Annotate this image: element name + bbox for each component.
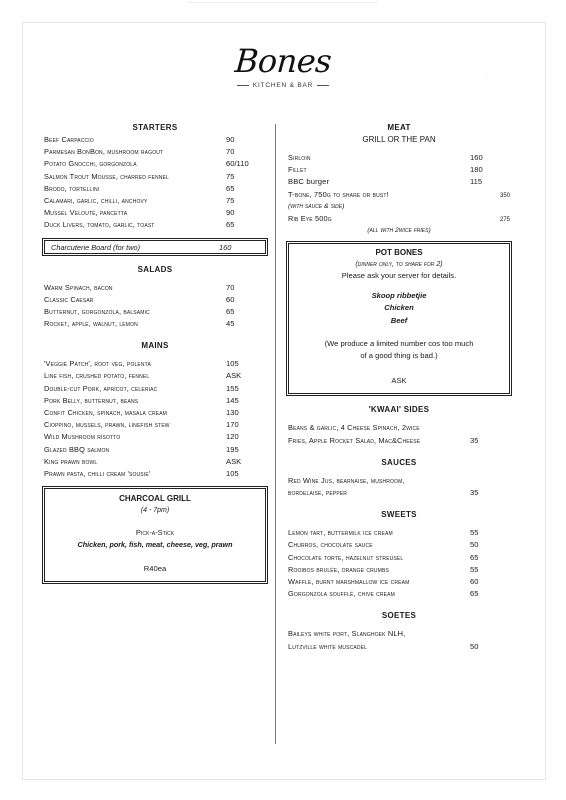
- item-price: 160: [470, 153, 483, 162]
- charcoal-grill-box: [44, 488, 266, 582]
- starters-list: [44, 134, 266, 232]
- charcuterie-box: [44, 240, 266, 254]
- item-name: T-bone, 750g to share or bust!: [288, 189, 389, 199]
- item-name: Rib Eye 500g: [288, 213, 332, 223]
- sides-text: Beans & garlic, 4 Cheese Spinach, 2wice: [288, 423, 420, 433]
- item-price: ASK: [226, 371, 242, 381]
- item-price: 55: [470, 528, 479, 538]
- menu-item: [44, 146, 266, 158]
- mains-list: [44, 358, 266, 480]
- sauces-line1: [288, 475, 510, 487]
- charcoal-time: (4 - 7pm): [140, 507, 170, 515]
- left-column: [44, 122, 266, 582]
- item-price: 75: [226, 195, 235, 205]
- pot-bones-ask-server: Please ask your server for details.: [341, 270, 457, 280]
- top-rule: [188, 2, 378, 3]
- speck-mark: ·: [485, 75, 488, 82]
- item-name: Parmesan BonBon, mushroom ragout: [44, 147, 164, 157]
- tbone-note: (with sauce & side): [288, 202, 345, 210]
- item-price: 65: [226, 220, 235, 230]
- charcuterie-price: 160: [219, 242, 232, 252]
- pot-bones-produce-line1: (We produce a limited number cos too much: [324, 339, 474, 349]
- sauces-text: Red Wine Jus, bearnaise, mushroom,: [288, 475, 405, 485]
- menu-item: [288, 552, 510, 564]
- item-name: Classic Caesar: [44, 294, 94, 304]
- menu-item: [44, 456, 266, 468]
- pot-bones-note: (dinner only, to share for 2): [355, 260, 443, 268]
- item-name: Calamari, garlic, chilli, anchovy: [44, 195, 148, 205]
- menu-item: [44, 195, 266, 207]
- item-name: 'Veggie Patch', root veg, polenta: [44, 359, 151, 369]
- spacer: [44, 254, 266, 264]
- spacer: [288, 394, 510, 404]
- item-price: 90: [226, 208, 235, 218]
- tagline-dash-right: [317, 85, 329, 86]
- menu-item: [288, 576, 510, 588]
- sauces-price: 35: [470, 488, 479, 497]
- item-price: 50: [470, 540, 479, 550]
- item-name: Pork Belly, butternut, beans: [44, 395, 139, 405]
- menu-item: [288, 152, 510, 164]
- spacer: [44, 330, 266, 340]
- pot-bones-item: Chicken: [384, 303, 414, 313]
- item-name: Sirloin: [288, 153, 311, 162]
- item-price: 115: [470, 177, 483, 187]
- sauces-line2: [288, 487, 510, 499]
- menu-item: [44, 468, 266, 480]
- menu-item: [44, 282, 266, 294]
- item-price: 65: [226, 183, 235, 193]
- item-price: 105: [226, 359, 239, 369]
- sauces-title: SAUCES: [381, 457, 417, 467]
- item-price: 65: [226, 306, 235, 316]
- menu-item: [288, 176, 510, 188]
- menu-item: [288, 588, 510, 600]
- item-name: Churros, chocolate sauce: [288, 540, 373, 550]
- menu-item: [44, 158, 266, 170]
- menu-item: [44, 134, 266, 146]
- item-name: Prawn pasta, chilli cream 'sousie': [44, 468, 151, 478]
- pot-bones-box: [288, 243, 510, 395]
- item-price: 145: [226, 395, 239, 405]
- item-price: 90: [226, 135, 235, 144]
- item-name: Waffle, burnt marshmallow ice cream: [288, 576, 410, 586]
- item-name: Rocket, apple, walnut, lemon: [44, 319, 138, 329]
- meat-fries-note: (all with 2wice fries): [367, 226, 431, 234]
- logo-tagline: [0, 82, 566, 89]
- menu-item: [288, 213, 510, 225]
- item-price: 70: [226, 147, 235, 157]
- menu-item: [44, 358, 266, 370]
- pot-bones-item: Skoop ribbetjie: [371, 290, 427, 300]
- soetes-line2: [288, 641, 510, 653]
- menu-item: [288, 164, 510, 176]
- item-price: 70: [226, 282, 235, 292]
- charcoal-price: R40ea: [143, 564, 167, 574]
- menu-item: [288, 527, 510, 539]
- item-name: Potato Gnocchi, gorgonzola: [44, 159, 137, 169]
- item-price: 275: [499, 216, 510, 223]
- pot-bones-item: Beef: [390, 315, 408, 325]
- item-name: Gorgonzola soufflé, chive cream: [288, 589, 395, 599]
- item-price: 170: [226, 420, 239, 430]
- sides-price: 35: [470, 435, 479, 445]
- menu-item: [44, 419, 266, 431]
- item-name: Double-cut Pork, apricot, celeriac: [44, 383, 158, 393]
- item-name: Lemon tart, buttermilk ice cream: [288, 528, 393, 538]
- spacer: [288, 600, 510, 610]
- item-name: Mussel Velouté, pancetta: [44, 208, 128, 218]
- logo-wordmark: Bones: [233, 42, 333, 80]
- menu-item: [44, 294, 266, 306]
- item-name: Brodo, tortellini: [44, 183, 100, 193]
- item-name: Salmon Trout Mousse, charred fennel: [44, 171, 169, 181]
- soetes-text: Baileys white port, Slanghoek NLH,: [288, 629, 406, 639]
- menu-item: [44, 207, 266, 219]
- item-name: Warm Spinach, bacon: [44, 282, 113, 292]
- sides-title: 'KWAAI' SIDES: [368, 405, 430, 415]
- meat-subtitle: GRILL OR THE PAN: [362, 135, 436, 144]
- menu-item: [44, 306, 266, 318]
- sides-line1: [288, 422, 510, 434]
- charcoal-items: Chicken, pork, fish, meat, cheese, veg, prawn: [77, 540, 233, 550]
- item-name: Cioppino, mussels, prawn, linefish stew: [44, 420, 170, 430]
- item-price: 60/110: [226, 159, 249, 169]
- item-price: 65: [470, 552, 479, 562]
- item-price: 45: [226, 319, 235, 329]
- item-price: 195: [226, 444, 239, 454]
- item-name: Beef Carpaccio: [44, 135, 94, 144]
- sweets-title: SWEETS: [381, 510, 417, 520]
- soetes-price: 50: [470, 641, 479, 651]
- menu-item: [44, 444, 266, 456]
- item-name: Line fish, crushed potato, fennel: [44, 371, 150, 381]
- item-price: 60: [470, 576, 479, 586]
- soetes-title: SOETES: [381, 611, 417, 621]
- item-price: 130: [226, 408, 239, 417]
- item-name: Glazed BBQ salmon: [44, 444, 110, 454]
- menu-item: [44, 407, 266, 419]
- menu-item: [44, 431, 266, 443]
- spacer: [288, 447, 510, 457]
- tagline-text: KITCHEN & BAR: [252, 82, 314, 89]
- item-price: 120: [226, 432, 239, 442]
- column-divider: [275, 124, 276, 744]
- item-name: Chocolate torte, hazelnut streusel: [288, 552, 404, 562]
- salads-title: SALADS: [137, 264, 173, 274]
- item-name: Fillet: [288, 165, 307, 175]
- item-price: ASK: [226, 456, 242, 466]
- pick-a-stick-label: Pick-a-Stick: [135, 528, 175, 538]
- spacer: [288, 499, 510, 509]
- mains-title: MAINS: [141, 341, 169, 351]
- menu-item: [44, 171, 266, 183]
- menu-item: [44, 183, 266, 195]
- meat-title: MEAT: [387, 123, 411, 132]
- item-name: Confit Chicken, spinach, masala cream: [44, 408, 168, 417]
- item-name: Rooibos brulée, orange crumbs: [288, 564, 389, 574]
- pot-bones-price: ASK: [391, 376, 407, 386]
- menu-item: [44, 395, 266, 407]
- item-price: 350: [499, 192, 510, 199]
- menu-item: [44, 383, 266, 395]
- logo: [0, 42, 566, 89]
- menu-item: [44, 370, 266, 382]
- item-price: 105: [226, 468, 239, 478]
- sides-line2: [288, 435, 510, 447]
- sides-text: Fries, Apple Rocket Salad, Mac&Cheese: [288, 435, 421, 445]
- item-name: BBC burger: [288, 177, 330, 187]
- salads-list: [44, 282, 266, 331]
- right-column: [288, 122, 510, 653]
- menu-item: [288, 564, 510, 576]
- item-name: Butternut, gorgonzola, balsamic: [44, 306, 150, 316]
- item-price: 75: [226, 171, 235, 181]
- item-price: 60: [226, 294, 235, 304]
- menu-item: [44, 219, 266, 231]
- item-name: Wild Mushroom risotto: [44, 432, 121, 442]
- soetes-text: Lutzville white muscadel: [288, 641, 368, 651]
- menu-item: [288, 189, 510, 201]
- sweets-list: [288, 527, 510, 600]
- meat-list: [288, 152, 510, 237]
- item-price: 55: [470, 564, 479, 574]
- item-name: King prawn bowl: [44, 456, 98, 466]
- item-price: 65: [470, 589, 479, 599]
- charcoal-title: CHARCOAL GRILL: [119, 494, 191, 504]
- charcuterie-name: Charcuterie Board (for two): [51, 242, 141, 252]
- item-price: 180: [470, 165, 483, 175]
- pot-bones-title: POT BONES: [375, 247, 423, 257]
- item-price: 155: [226, 383, 239, 393]
- pot-bones-produce-line2: of a good thing is bad.): [360, 351, 438, 361]
- menu-item: [44, 318, 266, 330]
- menu-item: [288, 539, 510, 551]
- soetes-line1: [288, 628, 510, 640]
- tagline-dash-left: [237, 85, 249, 86]
- sauces-text: bordelaise, pepper: [288, 488, 348, 497]
- starters-title: STARTERS: [132, 123, 178, 132]
- item-name: Duck Livers, tomato, garlic, toast: [44, 220, 155, 230]
